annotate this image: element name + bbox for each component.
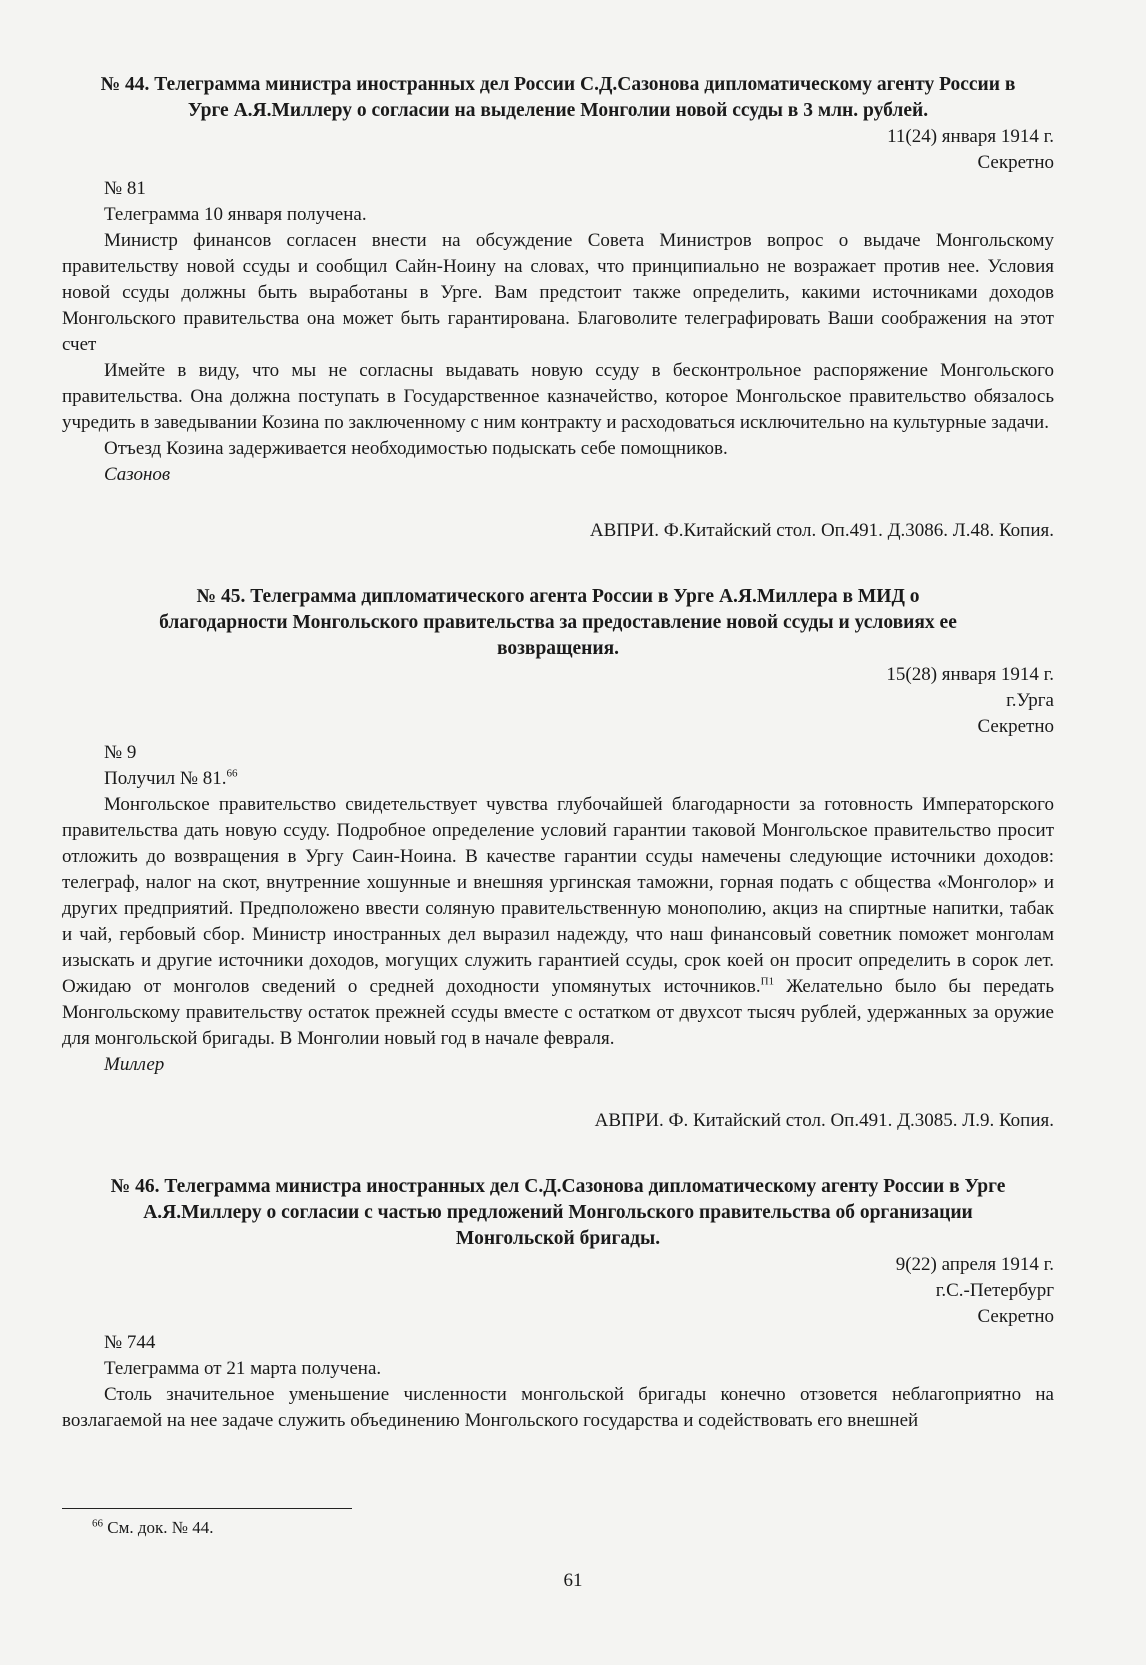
doc45-paragraph-1-tail: Желательно было бы передать Монгольскому правительству остаток прежней ссуды вместе с остатком от двухсот тысяч рублей, удержанных за оружие для монгольской бригады. В Монголии новый год в начале февраля. [62, 976, 1054, 1049]
doc45-paragraph-1 [62, 792, 1054, 1052]
doc45-title: № 45. Телеграмма дипломатического агента России в Урге А.Я.Миллера в МИД о благодарности Монгольского правительства за предоставление новой ссуды и условиях ее возвращения. [159, 586, 957, 659]
doc46-paragraph-1: Столь значительное уменьшение численности монгольской бригады конечно отзовется неблагоприятно на возлагаемой на нее задаче служить объединению Монгольского государства и содействовать его внешней [62, 1384, 1054, 1431]
doc44-paragraph-1: Министр финансов согласен внести на обсуждение Совета Министров вопрос о выдаче Монгольскому правительству новой ссуды и сообщил Сайн-Ноину на словах, что принципиально не возражает против нее. Условия новой ссуды должны быть выработаны в Урге. Вам предстоит также определить, какими источниками доходов Монгольского правительства она может быть гарантирована. Благоволите телеграфировать Ваши соображения на этот счет [62, 230, 1054, 355]
doc44-paragraph-2: Имейте в виду, что мы не согласны выдавать новую ссуду в бесконтрольное распоряжение Монгольского правительства. Она должна поступать в Государственное казначейство, которое Монгольское правительство обязалось учредить в заведывании Козина по заключенному с ним контракту и расходоваться исключительно на культурные задачи. [62, 360, 1054, 433]
doc45-archive-reference: АВПРИ. Ф. Китайский стол. Оп.491. Д.3085. Л.9. Копия. [594, 1110, 1054, 1131]
doc45-number: № 9 [104, 742, 137, 763]
doc46-secrecy: Секретно [977, 1306, 1054, 1327]
doc45-date: 15(28) января 1914 г. [886, 664, 1054, 685]
doc44-number: № 81 [104, 178, 146, 199]
doc45-received-text: Получил № 81. [104, 768, 227, 789]
doc45-place: г.Урга [1006, 690, 1054, 711]
doc45-paragraph-1-text: Монгольское правительство свидетельствует чувства глубочайшей благодарности за готовность Императорского правительства дать новую ссуду. Подробное определение условий гарантии таковой Монгольское правительство просит отложить до возвращения в Ургу Саин-Ноина. В качестве гарантии ссуды намечены следующие источники доходов: телеграф, налог на скот, внутренние хошунные и внешняя ургинская таможни, горная подать с общества «Монголор» и других предприятий. Предположено ввести соляную правительственную монополию, акциз на спиртные напитки, табак и чай, гербовый сбор. Министр иностранных дел выразил надежду, что наш финансовый советник поможет монголам изыскать и другие источники доходов, могущих служить гарантией ссуды, срок коей он просит определить в сорок лет. Ожидаю от монголов сведений о средней доходности упомянутых источников. [62, 794, 1054, 997]
doc46-title: № 46. Телеграмма министра иностранных дел С.Д.Сазонова дипломатическому агенту России в Урге А.Я.Миллеру о согласии с частью предложений Монгольского правительства об организации Монгольской бригады. [110, 1176, 1006, 1249]
footnote-divider [62, 1508, 352, 1509]
doc44-archive-reference: АВПРИ. Ф.Китайский стол. Оп.491. Д.3086. Л.48. Копия. [589, 520, 1054, 541]
footnote-ref-66[interactable]: 66 [226, 767, 238, 780]
doc44-date: 11(24) января 1914 г. [887, 126, 1054, 147]
doc45-secrecy: Секретно [977, 716, 1054, 737]
document-45 [62, 584, 1054, 1134]
doc46-number: № 744 [104, 1332, 156, 1353]
page-content [62, 72, 1054, 1434]
doc46-date: 9(22) апреля 1914 г. [895, 1254, 1054, 1275]
doc46-place: г.С.-Петербург [935, 1280, 1054, 1301]
doc44-paragraph-3: Отъезд Козина задерживается необходимостью подыскать себе помощников. [104, 438, 728, 459]
doc45-signature: Миллер [104, 1054, 165, 1075]
doc44-title: № 44. Телеграмма министра иностранных дел России С.Д.Сазонова дипломатическому агенту России в Урге А.Я.Миллеру о согласии на выделение Монголии новой ссуды в 3 млн. рублей. [100, 74, 1016, 121]
editorial-mark: П1 [760, 975, 775, 988]
document-46 [62, 1174, 1054, 1434]
doc44-secrecy: Секретно [977, 152, 1054, 173]
footnote-66 [92, 1518, 213, 1538]
doc44-signature: Сазонов [104, 464, 171, 485]
doc45-received [62, 766, 1054, 792]
page-number: 61 [563, 1570, 583, 1591]
doc46-received: Телеграмма от 21 марта получена. [104, 1358, 382, 1379]
footnote-mark: 66 [92, 1517, 103, 1530]
document-44 [62, 72, 1054, 544]
doc44-received: Телеграмма 10 января получена. [104, 204, 367, 225]
footnote-text: См. док. № 44. [103, 1518, 214, 1537]
